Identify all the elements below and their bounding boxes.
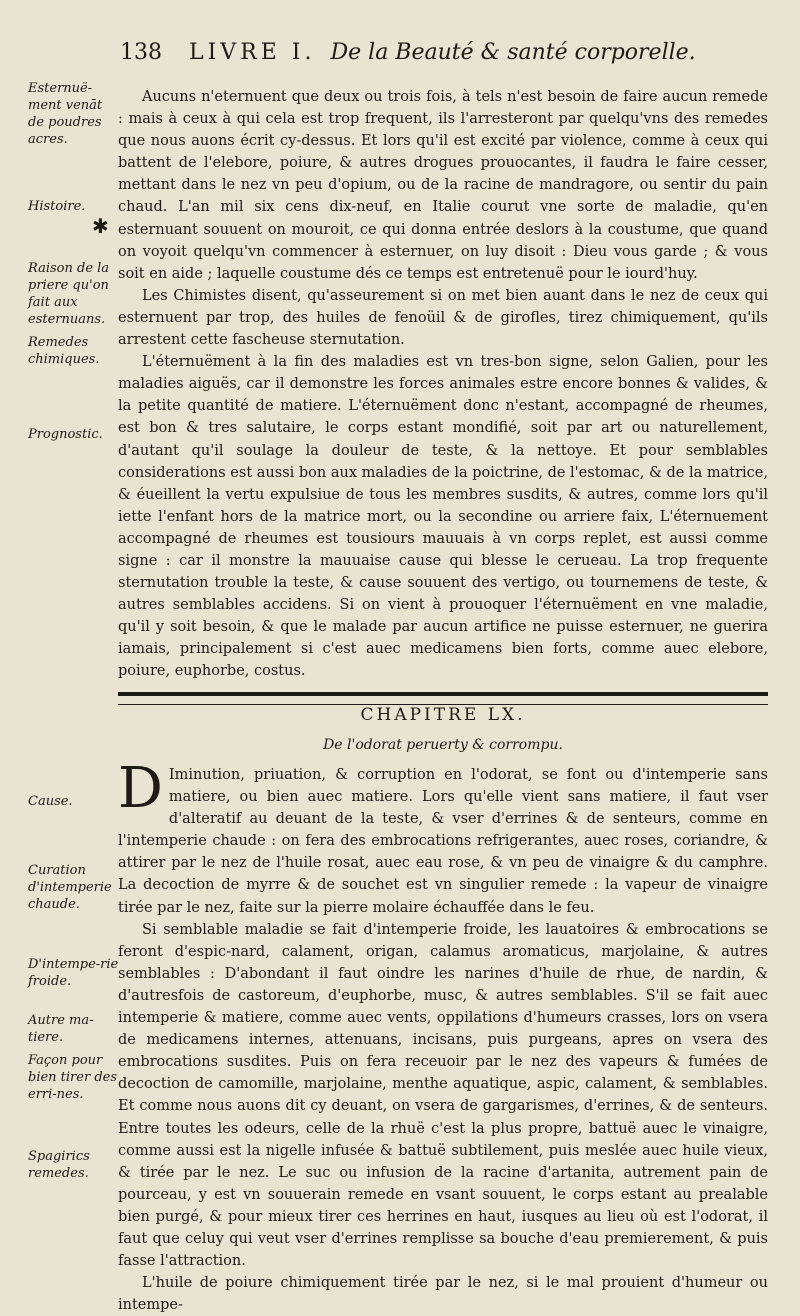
body-text-bottom [118,756,768,1316]
margin-note: Curation d'intemperie chaude. [28,863,112,912]
margin-note: Raison de la priere qu'on fait aux esternuans. [28,261,110,327]
chapter-subtitle: De l'odorat peruerty & corrompu. [323,737,563,753]
margin-note: Histoire. [28,199,86,214]
running-header [120,40,780,65]
margin-note: Prognostic. [28,427,103,442]
margin-note: D'intempe-rie froide. [28,957,119,989]
page-number: 138 [120,40,162,65]
margin-note: Esternuë-ment venāt de poudres acres. [28,81,103,147]
margin-note: Remedes chimiques. [28,335,100,367]
ornamental-rule [118,692,768,705]
drop-cap: D [118,756,163,821]
margin-note: Spagirics remedes. [28,1149,90,1181]
margin-note: Cause. [28,794,73,809]
paragraph: Les Chimistes disent, qu'asseurement si on met bien auant dans le nez de ceux qui esternuent par trop, des huiles de fenoüil & de girofles, tirez chimiquement, qu'ils arrestent cette fascheuse sternutation. [118,287,768,349]
header-title: De la Beauté & santé corporelle. [330,40,696,65]
book-label: LIVRE I. [189,40,316,65]
body-text-top [118,86,768,683]
asterisk-mark: ✱ [92,214,109,238]
chapter-heading: CHAPITRE LX. [360,705,526,725]
paragraph [118,756,768,919]
paragraph: Si semblable maladie se fait d'intemperie froide, les lauatoires & embrocations se feront d'espic-nard, calament, origan, calamus aromaticus, marjolaine, & autres semblables : D'abondant il faut oindre les narines d'huile de rhue, de nardin, & d'autresfois de castoreum, d'euphorbe, musc, & autres semblables. S'il se fait auec intemperie & matiere, comme auec vents, oppilations d'humeurs crasses, lors on vsera de medicamens internes, attenuans, incisans, puis purgeans, apres on vsera des embrocations susdites. Puis on fera receuoir par le nez des vapeurs & fumées de decoction de camomille, marjolaine, menthe aquatique, aspic, calament, & semblables. Et comme nous auons dit cy deuant, on vsera de gargarismes, d'errines, & de senteurs. Entre toutes les odeurs, celle de la rhuë c'est la plus propre, battuë auec le vinaigre, comme aussi est la nigelle infusée & battuë subtilement, puis meslée auec huile vieux, & tirée par le nez. Le suc ou infusion de la racine d'artanita, autrement pain de pourceau, y est vn souuerain remede en vsant souuent, le corps estant au prealable bien purgé, & pour mieux tirer ces herrines en haut, iusques au lieu où est l'odorat, il faut que celuy qui veut vser d'errines remplisse sa bouche d'eau premierement, & puis fasse l'attraction. [118,921,768,1270]
paragraph-text: Iminution, priuation, & corruption en l'odorat, se font ou d'intemperie sans matiere, ou bien auec matiere. Lors qu'elle vient sans matiere, il faut vser d'alteratif au deuant de la teste, & vser d'errines & de senteurs, comme en l'intemperie chaude : on fera des embrocations refrigerantes, auec roses, coriandre, & attirer par le nez de l'huile rosat, auec eau rose, & vn peu de vinaigre & du camphre. La decoction de myrre & de souchet est vn singulier remede : la vapeur de vinaigre tirée par le nez, faite sur la pierre molaire échauffée dans le feu. [118,767,768,916]
paragraph: L'éternuëment à la fin des maladies est vn tres-bon signe, selon Galien, pour les maladies aiguës, car il demonstre les forces animales estre encore bonnes & valides, & la petite quantité de matiere. L'éternuëment donc n'estant, accompagné de rheumes, est bon & tres salutaire, le corps estant mondifié, soit par art ou naturellement, d'autant qu'il soulage la douleur de teste, & la nettoye. Et pour semblables considerations est aussi bon aux maladies de la poictrine, de l'estomac, & de la matrice, & éueillent la vertu expulsiue de tous les membres susdits, & autres, comme lors qu'il iette l'enfant hors de la matrice mort, ou la secondine ou arriere faix, L'éternuement accompagné de rheumes est tousiours mauuais à vn corps replet, est aussi comme signe : car il monstre la mauuaise cause qui blesse le cerueau. La trop frequente sternutation trouble la teste, & cause souuent des vertigo, ou tournemens de teste, & autres semblables accidens. Si on vient à prouoquer l'éternuëment en vne maladie, qu'il y soit besoin, & que le malade par aucun artifice ne puisse esternuer, ne guerira iamais, principalement si c'est auec medicamens bien forts, comme auec elebore, poiure, euphorbe, costus. [118,354,768,680]
paragraph: Aucuns n'eternuent que deux ou trois fois, à tels n'est besoin de faire aucun remede : mais à ceux à qui cela est trop frequent, ils l'arresteront par quelqu'vns des remedes que nous auons écrit cy-dessus. Et lors qu'il est excité par violence, comme à ceux qui battent de l'elebore, poiure, & autres drogues prouocantes, il faudra le faire cesser, mettant dans le nez vn peu d'opium, ou de la racine de mandragore, ou sentir du pain chaud. L'an mil six cens dix-neuf, en Italie courut vne sorte de maladie, qu'en esternuant souuent on mouroit, ce qui donna entrée deslors à la coustume, que quand on voyoit quelqu'vn commencer à esternuer, on luy disoit : Dieu vous garde ; & vous soit en aide ; laquelle coustume dés ce temps est entretenuë pour le iourd'huy. [118,89,768,282]
paragraph: L'huile de poiure chimiquement tirée par le nez, si le mal prouient d'humeur ou intempe- [118,1275,768,1314]
margin-note: Façon pour bien tirer des erri-nes. [28,1053,118,1102]
margin-note: Autre ma-tiere. [28,1013,94,1045]
